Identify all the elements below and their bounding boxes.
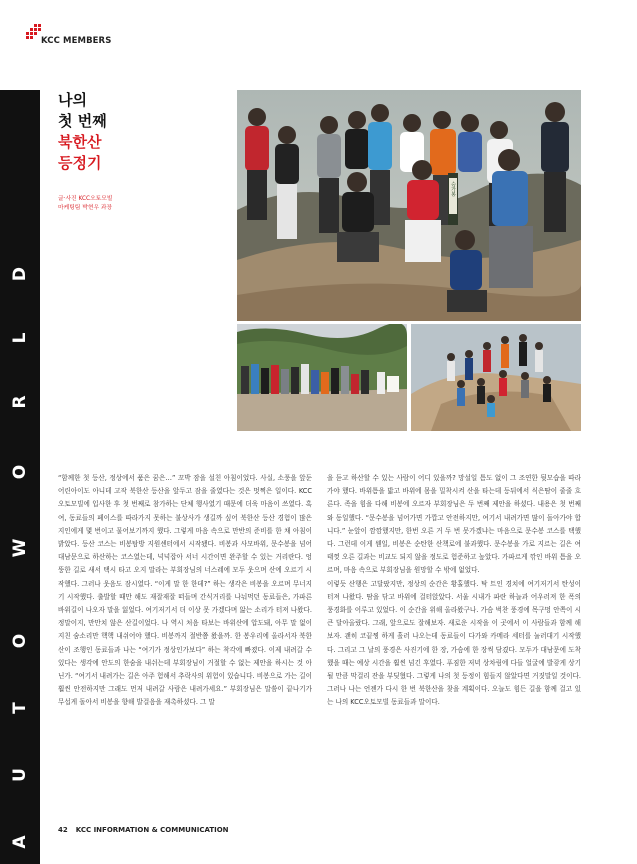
title-line: 등정기 bbox=[58, 154, 102, 172]
kcc-members-logo bbox=[26, 22, 136, 46]
sidebar-letter: W bbox=[10, 538, 30, 558]
group-photo-main bbox=[237, 90, 581, 321]
sign-text: 승가봉 bbox=[450, 181, 456, 197]
brand-name: KCC MEMBERS bbox=[41, 36, 112, 46]
sidebar-letter: L bbox=[10, 332, 30, 344]
group-photo-summit bbox=[411, 324, 581, 431]
sidebar-letter: D bbox=[10, 266, 30, 282]
sidebar-letter: R bbox=[10, 395, 30, 409]
title-line: 첫 번째 bbox=[58, 112, 107, 130]
body-column-left bbox=[58, 472, 312, 710]
group-photo-trail bbox=[237, 324, 407, 431]
sidebar-letter: O bbox=[10, 633, 30, 649]
section-sidebar bbox=[0, 90, 40, 864]
body-paragraph: “함께한 첫 등산, 정상에서 품은 꿈은…” 꼬박 잠을 설친 아침이었다. 사실, 소풍을 앞둔 어린아이도 아니데 고작 북한산 등산을 앞두고 잠을 줄였다는 것은 멋쩍은 일이다. KCC오토모빌에 입사한 후 첫 번째로 참가하는 단체 행사였기 때문에 더욱 마음이 쓰였다. 혹여, 동료들의 페이스를 따라가지 못하는 불상사가 생길까 싶어 북한산 등산 경험이 많은 지인에게 몇 번이고 물어보기까지 했다. 그렇게 마음 속으로 만반의 준비를 한 채 아침이 밝았다. 등산 코스는 비봉탐방 지원센터에서 시작됐다. 비봉과 사모바위, 문수봉을 넘어 대남문으로 하산하는 코스였는데, 넉넉잡아 서너 시간이면 완주할 수 있는 거리란다. 엉뚱한 길로 새서 택시 타고 오지 말라는 부회장님의 너스레에 모두 웃으며 산에 오르기 시작했다. 그러나 웃음도 잠시였다. “이게 말 한 한데?” 하는 생각은 비봉을 오르며 무너지기 시작했다. 출발할 때만 해도 재잘재잘 떠들며 간식거리를 나눠먹던 동료들은, 가파른 바위길이 나오자 말을 잃었다. 여기저기서 더 이상 못 가겠다며 앓는 소리가 터져 나왔다. 정말이지, 만만치 않은 산길이었다. 나 역시 처음 타보는 바위산에 압도돼, 아무 말 없이 지친 숨소리만 핵핵 내쉬어야 했다. 비봉까지 절반쯤 왔을까. 한 봉우리에 올라서자 북한산이 조행인 동료들과 나는 “여기가 정상인가보다” 하는 착각에 빠졌다. 이제 내려갈 수 있다는 생각에 안도의 한숨을 내쉬는데 부회장님이 거절할 수 없는 제안을 하시는 것 아닌가. “여기서 내려가는 길은 아주 험해서 추락사의 위험이 있습니다. 비봉으로 가는 길이 훨씬 안전하지만 그래도 먼저 내려갈 사람은 내려가세요.” 부회장님은 말씀이 끝나기가 무섭게 돌아서 비봉을 향해 발걸음을 재촉하셨다. 그 말 bbox=[58, 474, 312, 707]
body-paragraph: 을 듣고 하산할 수 있는 사람이 어디 있을까? 망설일 틈도 없이 그 조연한 뒷모습을 따라가야 했다. 바위틈을 밟고 바위에 몸을 밀착시켜 산을 타는데 등뒤에서 식은땀이 줄줄 흐른다. 족을 힘을 다해 비봉에 오르자 부회장님은 두 번째 제안을 하셨다. 내용은 첫 번째와 동일했다. “문수봉을 넘어가면 가깝고 안전하지만, 여기서 내려가면 많이 돌아가야 합니다.” 눈앞이 깜깜했지만, 한번 오른 거 두 번 못가겠냐는 마음으로 문수봉 코스를 택했다. 그런데 이게 웬일, 비봉은 순탄한 산책로에 불과했다. 문수봉을 가로 지르는 길은 여태껏 오른 길과는 비교도 되지 않을 정도로 험준하고 높았다. 가파르게 깎인 바위 틈을 오르며, 마음 속으로 부회장님을 원망할 수 밖에 없었다. bbox=[327, 474, 581, 575]
sidebar-letter: A bbox=[10, 835, 30, 849]
author-credit bbox=[58, 195, 112, 213]
title-line: 나의 bbox=[58, 91, 87, 109]
page-footer bbox=[58, 826, 229, 834]
title-line: 북한산 bbox=[58, 133, 102, 151]
sidebar-letter: U bbox=[10, 768, 30, 782]
page-number: 42 bbox=[58, 826, 68, 834]
footer-text: KCC INFORMATION & COMMUNICATION bbox=[75, 826, 229, 834]
credit-line: 글·사진 KCC오토모빌 bbox=[58, 196, 113, 202]
body-column-right bbox=[327, 472, 581, 710]
body-paragraph: 이렇듯 산행은 고달팠지만, 정상의 순간은 황홀했다. 탁 트인 경치에 여기저기서 탄성이 터져 나왔다. 땀을 닦고 바위에 걸터앉았다. 서울 시내가 파란 하늘과 어우러져 한 폭의 풍경화를 이루고 있었다. 이 순간을 위해 올라왔구나. 가슴 벅찬 풍경에 목구멍 안쪽이 시큰 달아올랐다. 그래, 앞으로도 잘해보자. 새로운 시작을 이 곳에서 이 사람들과 함께 해보자. 괜히 코끝찡 하게 흘러 나오는데 동료들이 다가와 카메라 세터를 눌러대기 시작했다. 그리고 그 날의 풍경은 사진기에 한 장, 가슴에 한 장씩 담겼다. 모두가 대남문에 도착했을 때는 예상 시간을 훨씬 넘긴 후였다. 푸짐한 저녁 상차림에 다들 얼굴에 발갛게 상기될 만큼 막걸리 잔을 부딪혔다. 그렇게 나의 첫 등정이 힘들지 않았다면 거짓말일 것이다. 그러나 나는 언젠가 다시 한 번 북한산을 찾을 계획이다. 오늘도 힘든 길을 함께 걸고 있는 나의 KCC오토모빌 동료들과 말이다. bbox=[327, 579, 581, 707]
credit-line: 마케팅팀 박현우 과장 bbox=[58, 205, 113, 211]
sidebar-letter: O bbox=[10, 464, 30, 480]
article-title bbox=[58, 90, 107, 174]
sidebar-letter: T bbox=[10, 702, 30, 714]
